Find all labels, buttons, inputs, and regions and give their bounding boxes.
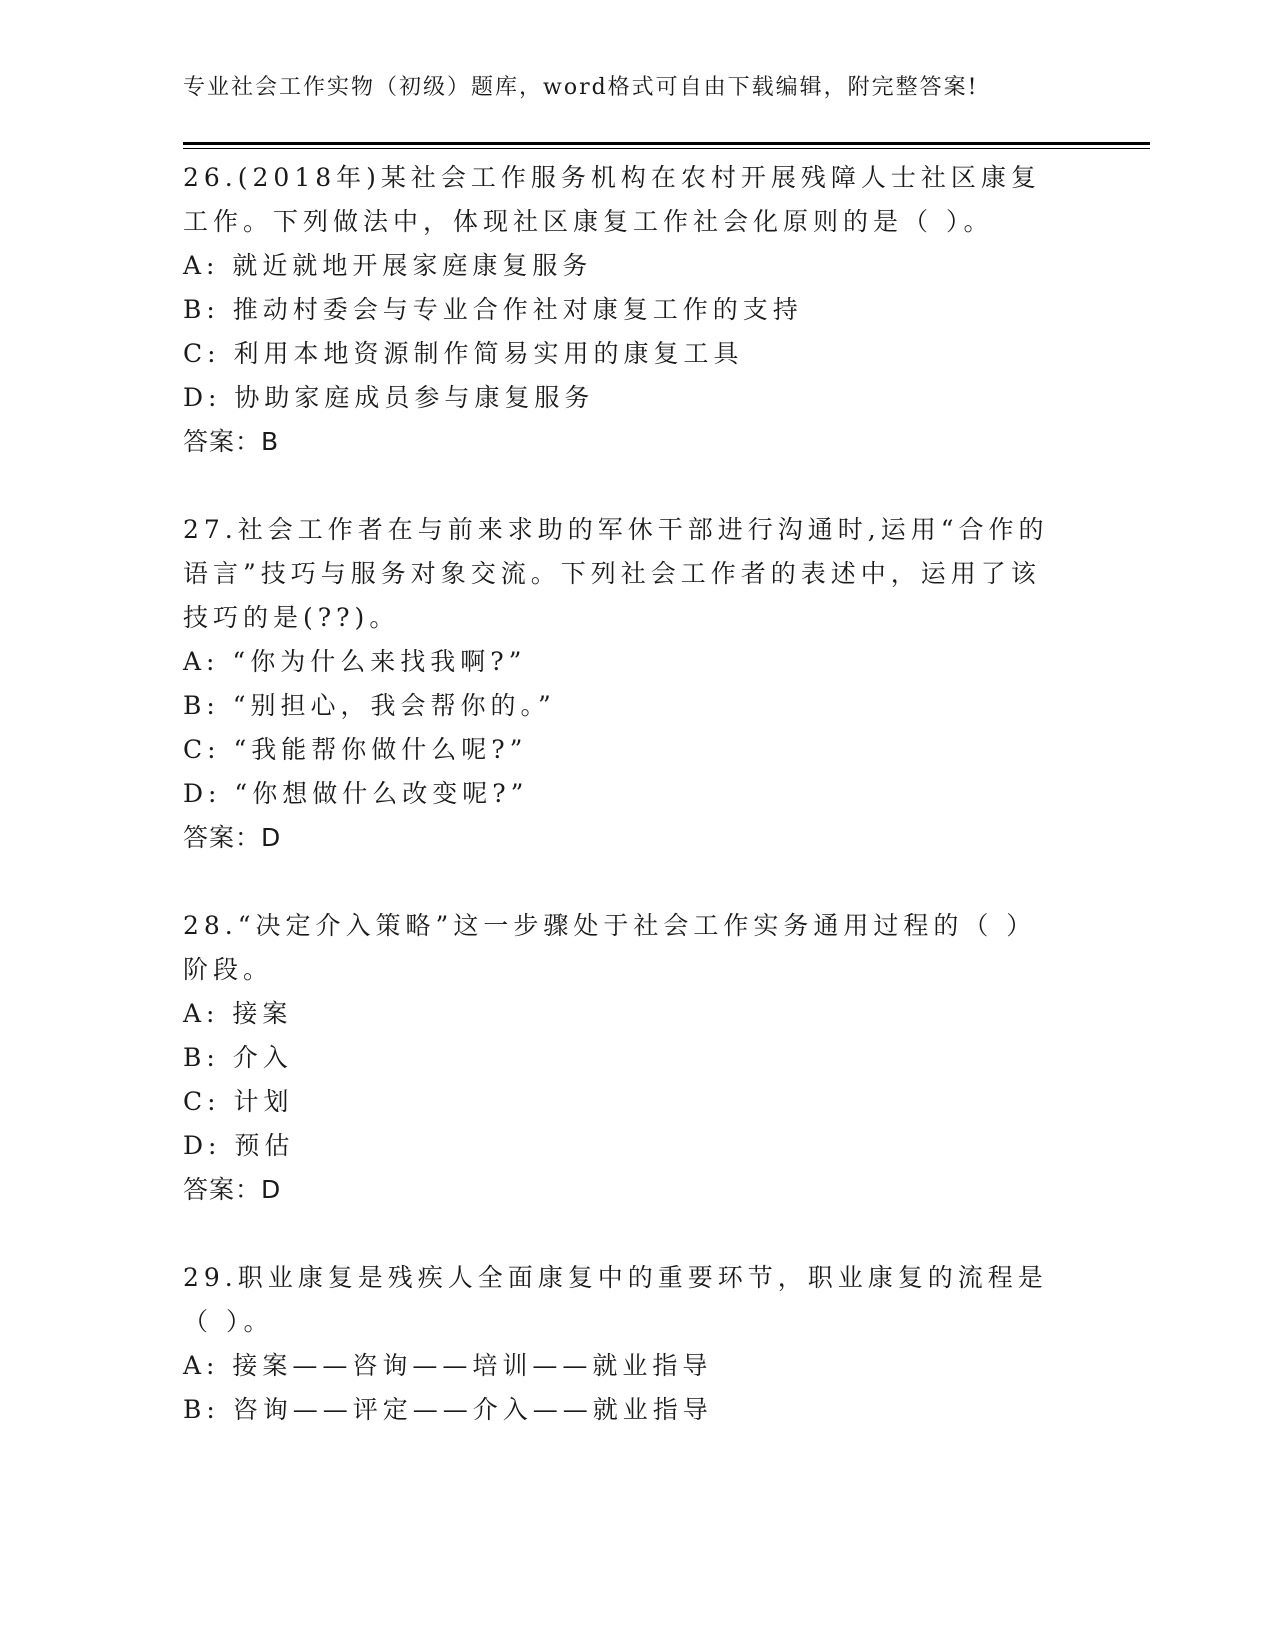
header-rule-thin — [183, 148, 1150, 149]
option-b: B: 介入 — [183, 1043, 293, 1072]
option-c: C: “我能帮你做什么呢?” — [183, 735, 528, 764]
question-28 — [183, 904, 1063, 1212]
option-d: D: 预估 — [183, 1131, 295, 1160]
option-b: B: 推动村委会与专业合作社对康复工作的支持 — [183, 295, 803, 324]
question-text: 29.职业康复是残疾人全面康复中的重要环节，职业康复的流程是（ ）。 — [183, 1263, 1048, 1336]
answer: 答案：B — [183, 427, 280, 456]
question-list — [183, 156, 1063, 1476]
option-b: B: 咨询——评定——介入——就业指导 — [183, 1395, 713, 1424]
page-header: 专业社会工作实物（初级）题库，word格式可自由下载编辑，附完整答案! — [183, 75, 979, 100]
question-26 — [183, 156, 1063, 464]
option-a: A: 接案 — [183, 999, 293, 1028]
option-d: D: 协助家庭成员参与康复服务 — [183, 383, 595, 412]
option-d: D: “你想做什么改变呢?” — [183, 779, 529, 808]
option-c: C: 计划 — [183, 1087, 294, 1116]
header-rule-thick — [183, 142, 1150, 145]
question-text: 27.社会工作者在与前来求助的军休干部进行沟通时,运用“合作的语言”技巧与服务对象交流。下列社会工作者的表述中，运用了该技巧的是(??)。 — [183, 515, 1049, 632]
answer: 答案：D — [183, 1175, 282, 1204]
option-a: A: 接案——咨询——培训——就业指导 — [183, 1351, 713, 1380]
question-text: 28.“决定介入策略”这一步骤处于社会工作实务通用过程的（ ）阶段。 — [183, 911, 1037, 984]
option-a: A: 就近就地开展家庭康复服务 — [183, 251, 593, 280]
question-27 — [183, 508, 1063, 860]
answer: 答案：D — [183, 823, 282, 852]
question-text: 26.(2018年)某社会工作服务机构在农村开展残障人士社区康复工作。下列做法中，体现社区康复工作社会化原则的是（ ）。 — [183, 163, 1041, 236]
option-b: B: “别担心，我会帮你的。” — [183, 691, 556, 720]
option-c: C: 利用本地资源制作简易实用的康复工具 — [183, 339, 744, 368]
option-a: A: “你为什么来找我啊?” — [183, 647, 527, 676]
question-29 — [183, 1256, 1063, 1432]
